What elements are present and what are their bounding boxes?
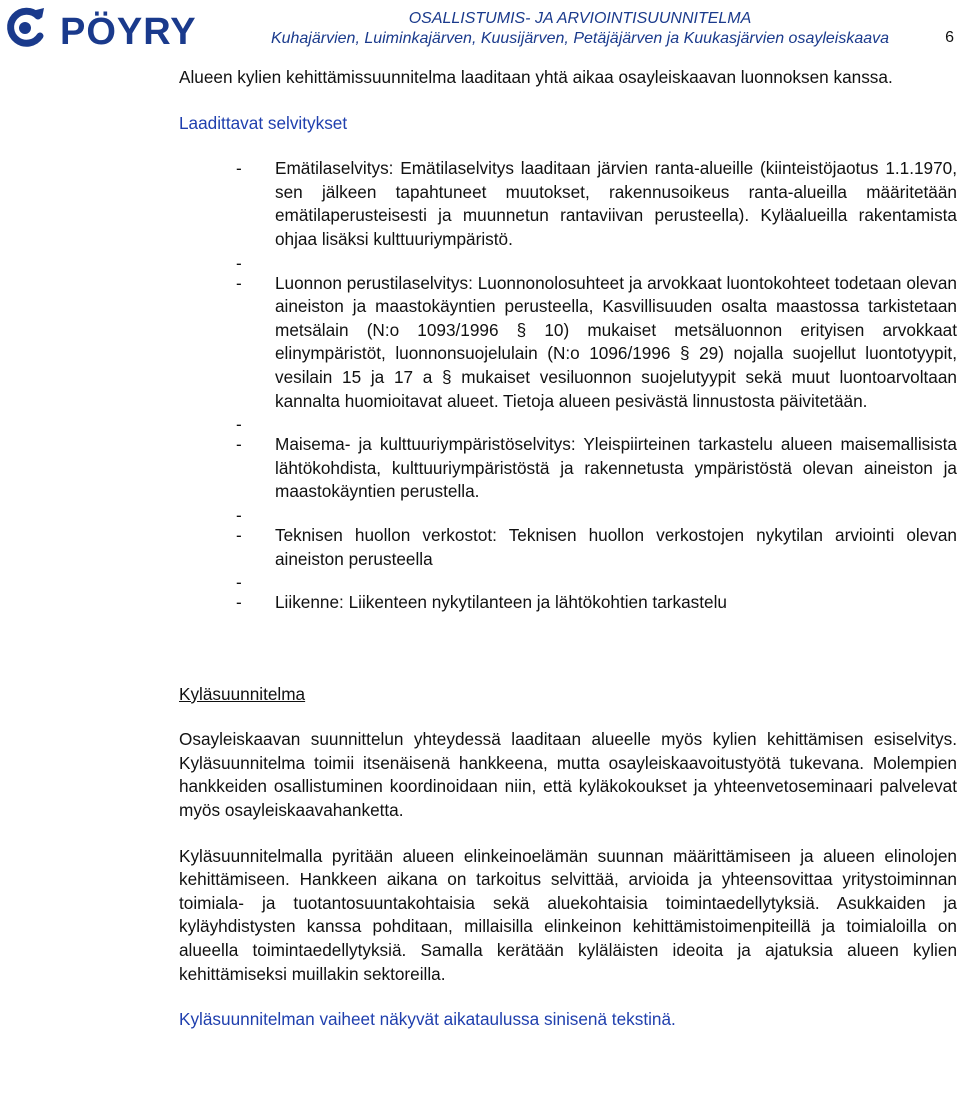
section-heading-kylasuunnitelma: Kyläsuunnitelma xyxy=(179,683,306,704)
intro-paragraph: Alueen kylien kehittämissuunnitelma laaditaan yhtä aikaa osayleiskaavan luonnoksen kanssa. xyxy=(179,67,893,87)
document-subtitle: Kuhajärvien, Luiminkajärven, Kuusijärven, Petäjäjärven ja Kuukasjärvien osayleiskaava xyxy=(270,30,890,47)
poyry-logo-icon xyxy=(4,4,244,52)
header-text xyxy=(260,9,900,49)
body-paragraph: Kyläsuunnitelmalla pyritään alueen elinkeinoelämän suunnan määrittämiseen ja alueen elinolojen kehittämiseen. Hankkeen aikana on tarkoitus selvittää, arvioida ja yhteensovittaa yritystoiminnan toimiala- ja tuotantosuuntakohtaisia sekä aluekohtaisia toimintaedellytyksiä. Asukkaiden ja kyläyhdistysten kanssa pohditaan, millaisilla elinkeinon kehittämistoimenpiteillä ja toimialoilla on alueella toimintaedellytyksiä. Samalla kerätään kyläläisten ideoita ja ajatuksia alueen kylien kehittämiseksi muillakin sektoreilla. xyxy=(179,845,957,984)
body-paragraph: Osayleiskaavan suunnittelun yhteydessä laaditaan alueelle myös kylien kehittämisen esiselvitys. Kyläsuunnitelma toimii itsenäisenä hankkeena, mutta osayleiskaavoitustyötä tukevana. Molempien hankkeiden osallistuminen koordinoidaan niin, että kyläkokoukset ja yhteenvetoseminaari palvelevat myös osayleiskaavahanketta. xyxy=(179,729,957,821)
page-content xyxy=(179,66,957,1032)
list-item: - Teknisen huollon verkostot: Teknisen huollon verkostojen nykytilan arviointi olevan aineiston perusteella xyxy=(179,524,957,571)
page-number: 6 xyxy=(945,29,954,46)
list-item: - Liikenne: Liikenteen nykytilanteen ja lähtökohtien tarkastelu xyxy=(179,591,957,615)
list-item: - Emätilaselvitys: Emätilaselvitys laaditaan järvien ranta-alueille (kiinteistöjaotus 1.1.1970, sen jälkeen tapahtuneet muutokset, rakennusoikeus ranta-alueilla määritetään emätilaperusteisesti ja muunnetun rantaviivan perusteella). Kyläalueilla rakentamista ohjaa lisäksi kulttuuriympäristö. xyxy=(179,157,957,251)
list-item: - Maisema- ja kulttuuriympäristöselvitys: Yleispiirteinen tarkastelu alueen maisemallisista lähtökohdista, kulttuuriympäristöstä ja rakennetusta ympäristöstä olevan aineiston ja maastokäyntien perustella. xyxy=(179,433,957,504)
page-header xyxy=(0,0,960,56)
document-title: OSALLISTUMIS- JA ARVIOINTISUUNNITELMA xyxy=(408,10,752,27)
brand-wordmark: PÖYRY xyxy=(60,11,197,52)
list-item: - Luonnon perustilaselvitys: Luonnonolosuhteet ja arvokkaat luontokohteet todetaan olevan aineiston ja maastokäyntien perusteella, Kasvillisuuden osalta maastossa tarkistetaan metsälain (N:o 1093/1996 § 10) mukaiset metsäluonnon erityisen arvokkaat elinympäristöt, luonnonsuojelulain (N:o 1096/1996 § 29) nojalla suojellut luontotyypit, vesilain 15 ja 17 a § mukaiset vesiluonnon suojelutyypit sekä muut luontoarvoltaan kannalta huomioitavat alueet. Tietoja alueen pesivästä linnustosta päivitetään. xyxy=(179,272,957,414)
section-heading-selvitykset: Laadittavat selvitykset xyxy=(179,112,348,133)
survey-list xyxy=(179,157,957,615)
blue-note: Kyläsuunnitelman vaiheet näkyvät aikataulussa sinisenä tekstinä. xyxy=(179,1009,676,1030)
